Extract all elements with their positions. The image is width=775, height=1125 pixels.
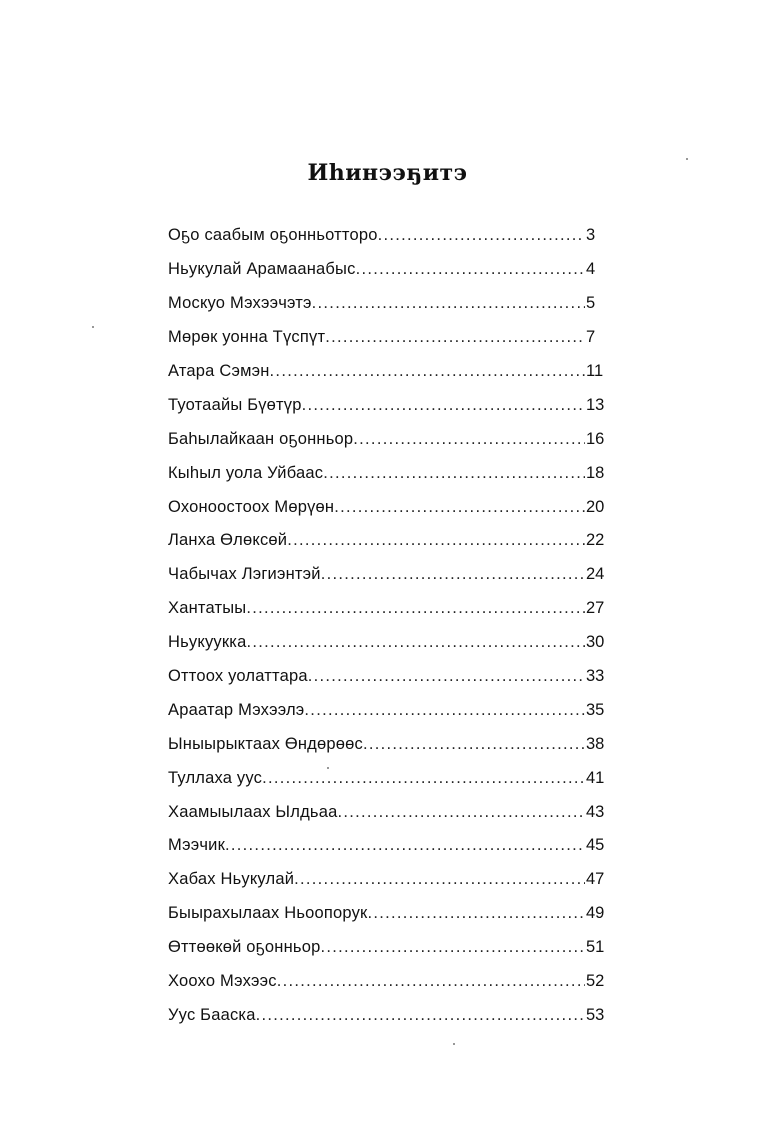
dot-leader xyxy=(325,328,585,347)
toc-entry-page: 38 xyxy=(586,734,605,753)
dot-leader xyxy=(321,565,585,584)
toc-entry[interactable] xyxy=(168,355,608,389)
dot-leader xyxy=(270,362,585,381)
toc-entry-page: 20 xyxy=(586,497,605,516)
toc-entry[interactable] xyxy=(168,931,608,965)
toc-entry-page: 53 xyxy=(586,1005,605,1024)
dot-leader xyxy=(246,633,585,652)
toc-entry-page: 24 xyxy=(586,565,605,584)
toc-entry-title: Мөрөк уонна Түспүт xyxy=(168,328,326,347)
toc-entry-page: 4 xyxy=(586,260,596,279)
toc-entry[interactable] xyxy=(168,253,608,287)
dot-leader xyxy=(246,599,585,618)
toc-entry-page: 11 xyxy=(586,362,604,380)
toc-entry[interactable] xyxy=(168,321,608,355)
toc-entry-page: 35 xyxy=(586,700,605,719)
toc-entry[interactable] xyxy=(168,592,608,626)
dot-leader xyxy=(287,531,585,550)
toc-entry-title: Туотаайы Бүөтүр xyxy=(168,395,302,414)
toc-entry[interactable] xyxy=(168,829,608,863)
toc-entry-title: Хабах Ньукулай xyxy=(168,870,295,889)
toc-entry-title: Кыhыл уола Уйбаас xyxy=(168,463,324,482)
dot-leader xyxy=(378,226,585,245)
toc-entry-page: 52 xyxy=(586,972,605,991)
dot-leader xyxy=(225,836,585,855)
toc-entry-title: Баhылайкаан оҕонньор xyxy=(168,429,354,448)
toc-entry[interactable] xyxy=(168,727,608,761)
toc-entry-title: Туллаха уус xyxy=(168,768,263,787)
toc-entry-page: 43 xyxy=(586,802,605,821)
dot-leader xyxy=(334,498,585,517)
toc-entry[interactable] xyxy=(168,219,608,253)
paper-speck xyxy=(92,326,94,328)
dot-leader xyxy=(256,1006,585,1025)
toc-entry[interactable] xyxy=(168,897,608,931)
dot-leader xyxy=(308,667,585,686)
toc-entry-page: 41 xyxy=(586,768,605,787)
toc-entry-title: Өттөөкөй оҕонньор xyxy=(168,938,321,957)
toc-entry-title: Ыныырыктаах Өндөрөөс xyxy=(168,734,363,753)
toc-entry-title: Хантатыы xyxy=(168,599,247,618)
toc-entry-page: 49 xyxy=(586,904,605,923)
toc-entry-page: 27 xyxy=(586,599,605,618)
toc-entry-title: Охоноостоох Мөрүөн xyxy=(168,497,335,516)
toc-entry-title: Атара Сэмэн xyxy=(168,362,270,380)
dot-leader xyxy=(337,803,585,822)
toc-entry[interactable] xyxy=(168,422,608,456)
toc-entry-title: Быырахылаах Ньоопорук xyxy=(168,904,368,923)
toc-entry[interactable] xyxy=(168,524,608,558)
toc-entry[interactable] xyxy=(168,287,608,321)
paper-speck xyxy=(453,1043,455,1045)
toc-entry-page: 45 xyxy=(586,836,605,855)
toc-entry[interactable] xyxy=(168,761,608,795)
toc-entry[interactable] xyxy=(168,388,608,422)
toc-entry-title: Москуо Мэхээчэтэ xyxy=(168,294,312,313)
toc-entry-title: Ньукуукка xyxy=(168,633,247,652)
toc-entry-title: Мээчик xyxy=(168,836,226,855)
toc-entry-title: Ланха Өлөксөй xyxy=(168,531,288,550)
toc-title: Иhинээҕитэ xyxy=(307,160,468,186)
toc-entry-title: Оҕо саабым оҕонньотторо xyxy=(168,226,378,245)
dot-leader xyxy=(294,870,585,889)
toc-entry[interactable] xyxy=(168,456,608,490)
toc-entry-page: 47 xyxy=(586,870,605,889)
toc-entry-title: Чабычах Лэгиэнтэй xyxy=(168,565,321,584)
toc-entry[interactable] xyxy=(168,490,608,524)
dot-leader xyxy=(302,396,585,415)
toc-entry[interactable] xyxy=(168,965,608,999)
dot-leader xyxy=(304,701,585,720)
toc-entry-page: 3 xyxy=(586,226,596,245)
toc-entry[interactable] xyxy=(168,693,608,727)
dot-leader xyxy=(312,294,585,313)
toc-entry-page: 16 xyxy=(586,429,605,448)
toc-entry[interactable] xyxy=(168,660,608,694)
dot-leader xyxy=(320,938,585,957)
toc-entry-page: 22 xyxy=(586,531,605,550)
toc-entry-page: 30 xyxy=(586,633,605,652)
toc-entry-page: 13 xyxy=(586,395,605,414)
toc-entry[interactable] xyxy=(168,998,608,1032)
toc-entry-title: Уус Бааска xyxy=(168,1005,256,1024)
toc-entry-title: Хоохо Мэхээс xyxy=(168,972,277,991)
toc-entry[interactable] xyxy=(168,626,608,660)
toc-entry-title: Араатар Мэхээлэ xyxy=(168,700,305,719)
toc-entry-title: Ньукулай Арамаанабыс xyxy=(168,260,356,279)
toc-entry-title: Оттоох уолаттара xyxy=(168,667,308,686)
dot-leader xyxy=(367,904,585,923)
toc-entry-page: 33 xyxy=(586,667,605,686)
toc-entry-page: 7 xyxy=(586,328,596,347)
toc-entry[interactable] xyxy=(168,558,608,592)
toc-entry-page: 5 xyxy=(586,294,596,313)
toc-entry-page: 51 xyxy=(586,938,605,957)
dot-leader xyxy=(323,464,585,483)
toc-entry[interactable] xyxy=(168,795,608,829)
dot-leader xyxy=(277,972,585,991)
toc-entry-title: Хаамыылаах Ылдьаа xyxy=(168,802,338,821)
dot-leader xyxy=(353,430,585,449)
toc-entry-page: 18 xyxy=(586,463,605,482)
paper-speck xyxy=(327,767,329,769)
toc-entry[interactable] xyxy=(168,863,608,897)
toc-list xyxy=(168,219,608,1032)
dot-leader xyxy=(356,260,585,279)
paper-speck xyxy=(686,158,688,160)
dot-leader xyxy=(363,735,585,754)
dot-leader xyxy=(262,769,585,788)
